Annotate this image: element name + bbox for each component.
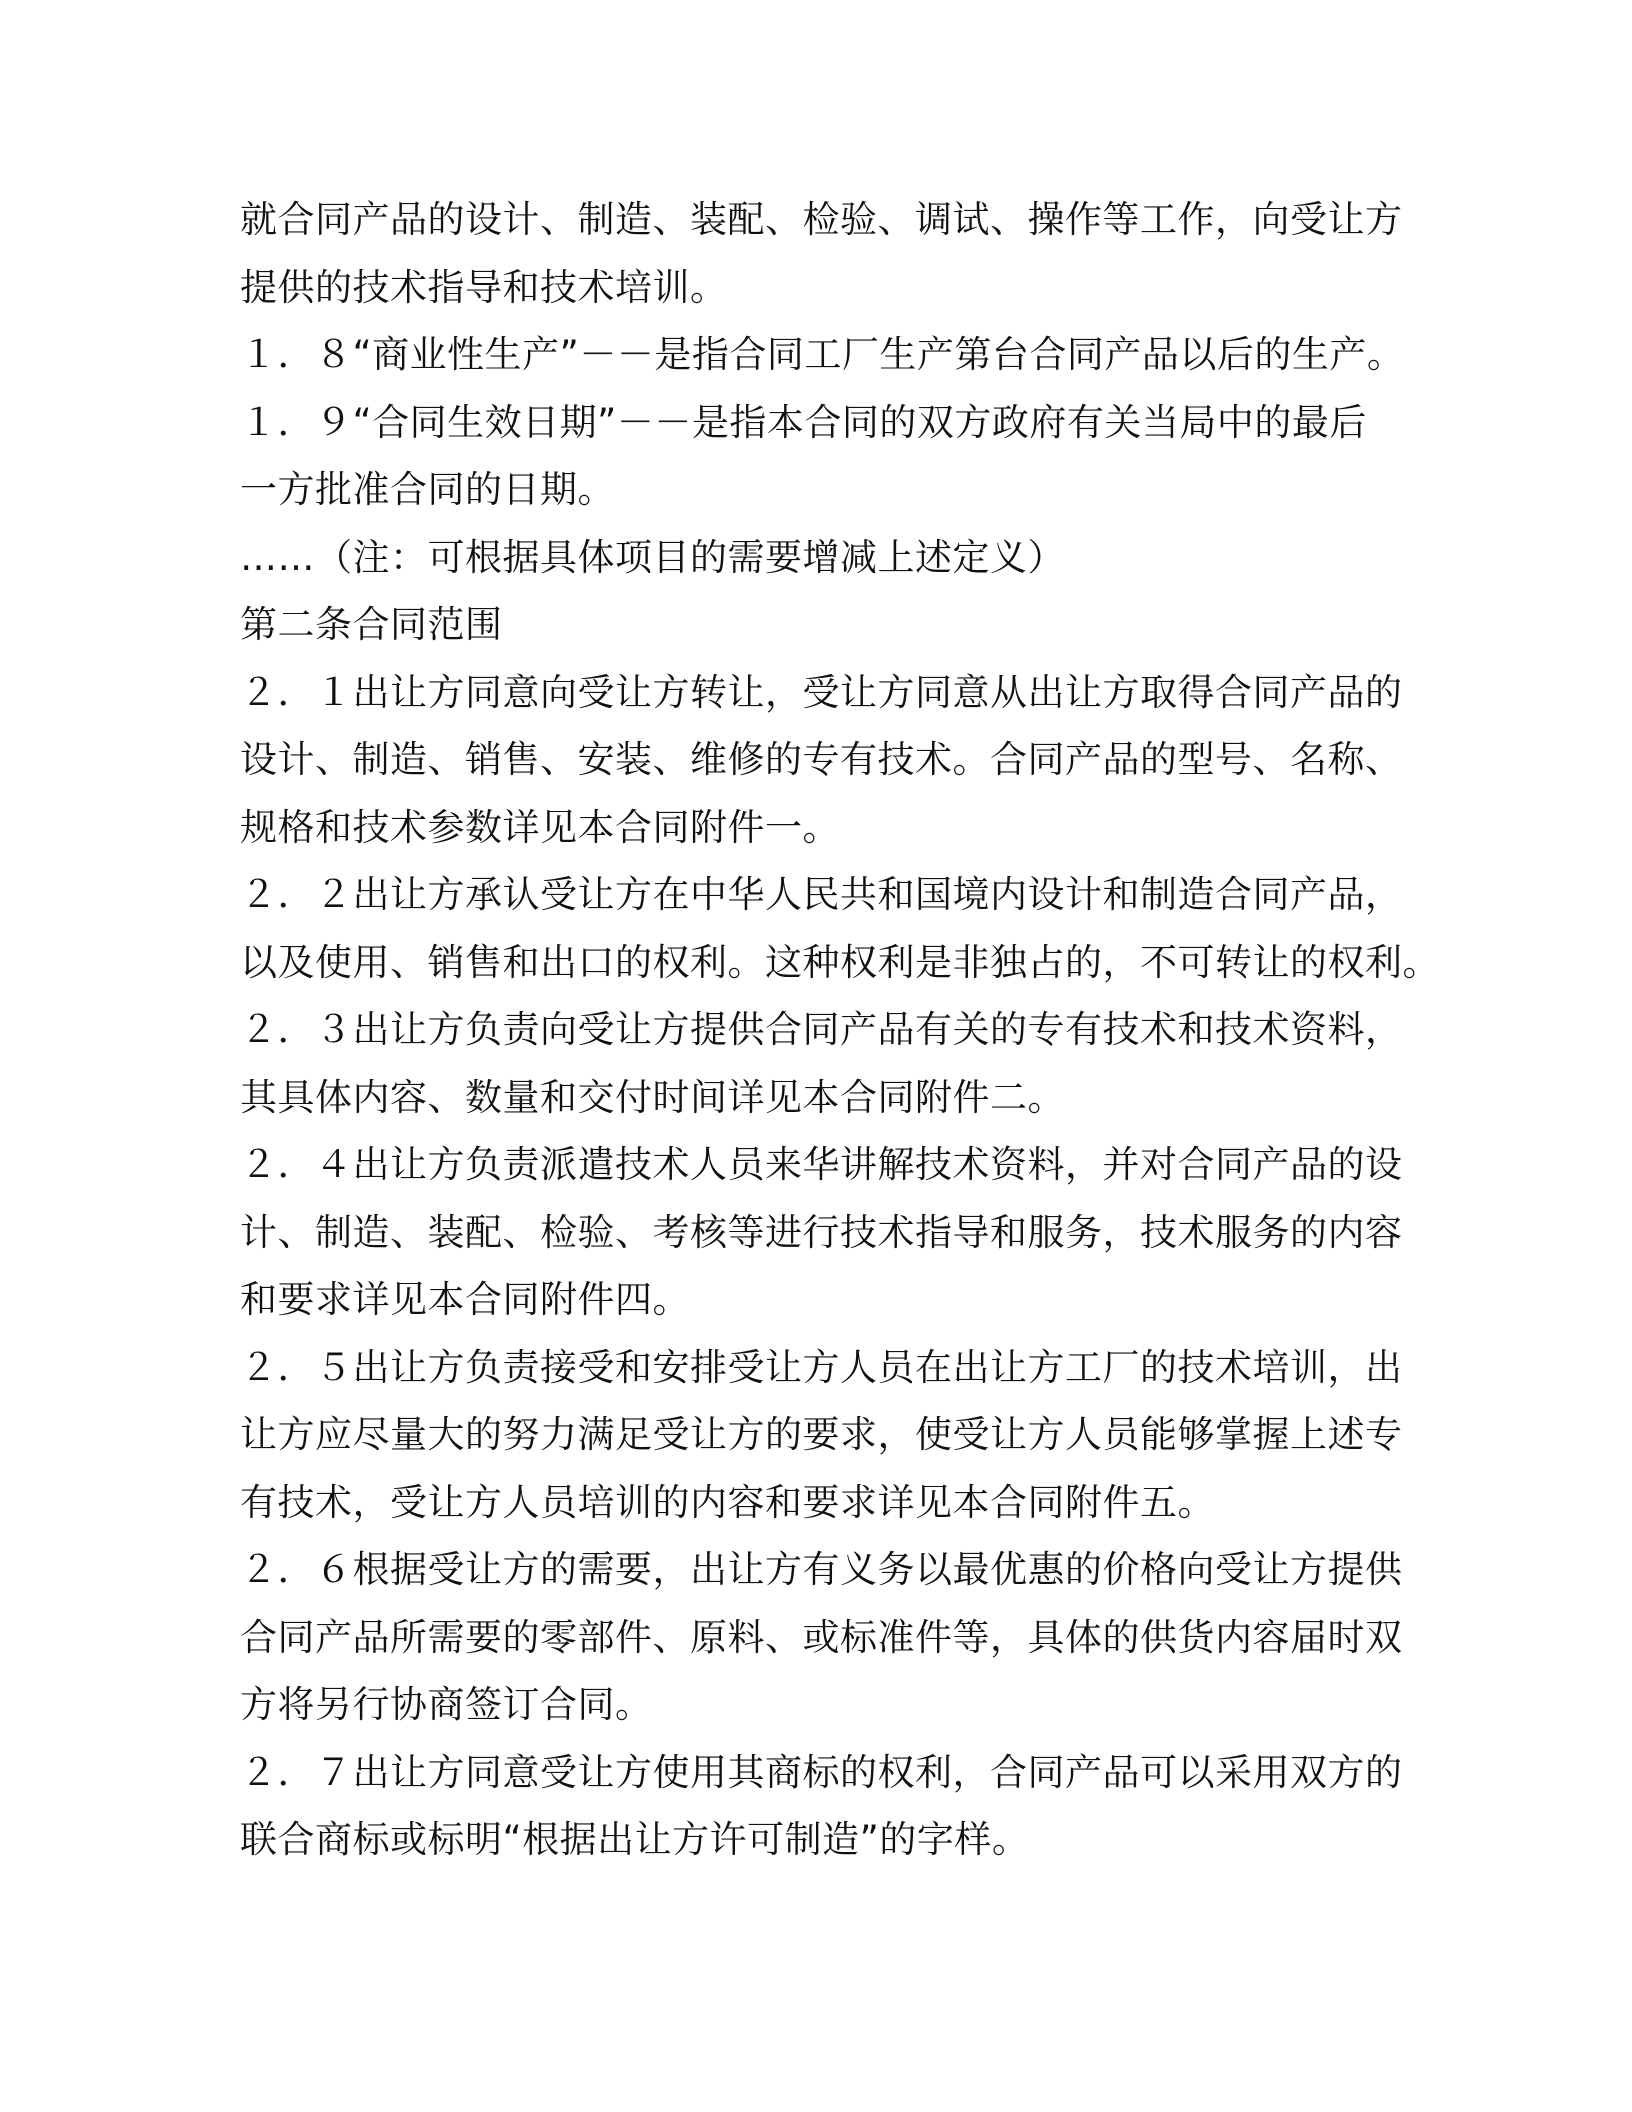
text-line: 方将另行协商签订合同。 xyxy=(240,1683,653,1726)
text-line: 规格和技术参数详见本合同附件一。 xyxy=(240,805,840,849)
text-line: ２．２出让方承认受让方在中华人民共和国境内设计和制造合同产品， xyxy=(240,873,1403,916)
text-line: ２．４出让方负责派遣技术人员来华讲解技术资料，并对合同产品的设 xyxy=(240,1143,1403,1186)
text-line: 联合商标或标明“根据出让方许可制造”的字样。 xyxy=(240,1818,1030,1861)
text-line: ２．５出让方负责接受和安排受让方人员在出让方工厂的技术培训，出 xyxy=(240,1345,1403,1389)
text-line: ……（注：可根据具体项目的需要增减上述定义） xyxy=(240,535,1065,579)
text-line: １．９“合同生效日期”－－是指本合同的双方政府有关当局中的最后 xyxy=(240,400,1367,444)
text-line: 就合同产品的设计、制造、装配、检验、调试、操作等工作，向受让方 xyxy=(240,198,1403,241)
text-line: 以及使用、销售和出口的权利。这种权利是非独占的，不可转让的权利。 xyxy=(240,940,1440,984)
text-line: 其具体内容、数量和交付时间详见本合同附件二。 xyxy=(240,1075,1065,1119)
text-line: 和要求详见本合同附件四。 xyxy=(240,1278,690,1321)
text-line: ２．７出让方同意受让方使用其商标的权利，合同产品可以采用双方的 xyxy=(240,1750,1403,1794)
text-line: 合同产品所需要的零部件、原料、或标准件等，具体的供货内容届时双 xyxy=(240,1615,1403,1659)
text-line: 计、制造、装配、检验、考核等进行技术指导和服务，技术服务的内容 xyxy=(240,1210,1403,1254)
text-line: ２．１出让方同意向受让方转让，受让方同意从出让方取得合同产品的 xyxy=(240,670,1403,714)
text-line: ２．６根据受让方的需要，出让方有义务以最优惠的价格向受让方提供 xyxy=(240,1548,1403,1591)
text-line: １．８“商业性生产”－－是指合同工厂生产第台合同产品以后的生产。 xyxy=(240,333,1405,376)
text-line: 让方应尽量大的努力满足受让方的要求，使受让方人员能够掌握上述专 xyxy=(240,1413,1403,1456)
text-line: 提供的技术指导和技术培训。 xyxy=(240,265,728,309)
document-body xyxy=(240,186,1440,1874)
text-line: 设计、制造、销售、安装、维修的专有技术。合同产品的型号、名称、 xyxy=(240,738,1403,781)
text-line: ２．３出让方负责向受让方提供合同产品有关的专有技术和技术资料， xyxy=(240,1008,1403,1051)
text-line: 有技术，受让方人员培训的内容和要求详见本合同附件五。 xyxy=(240,1480,1215,1524)
section-heading: 第二条合同范围 xyxy=(240,603,503,646)
text-line: 一方批准合同的日期。 xyxy=(240,468,615,511)
